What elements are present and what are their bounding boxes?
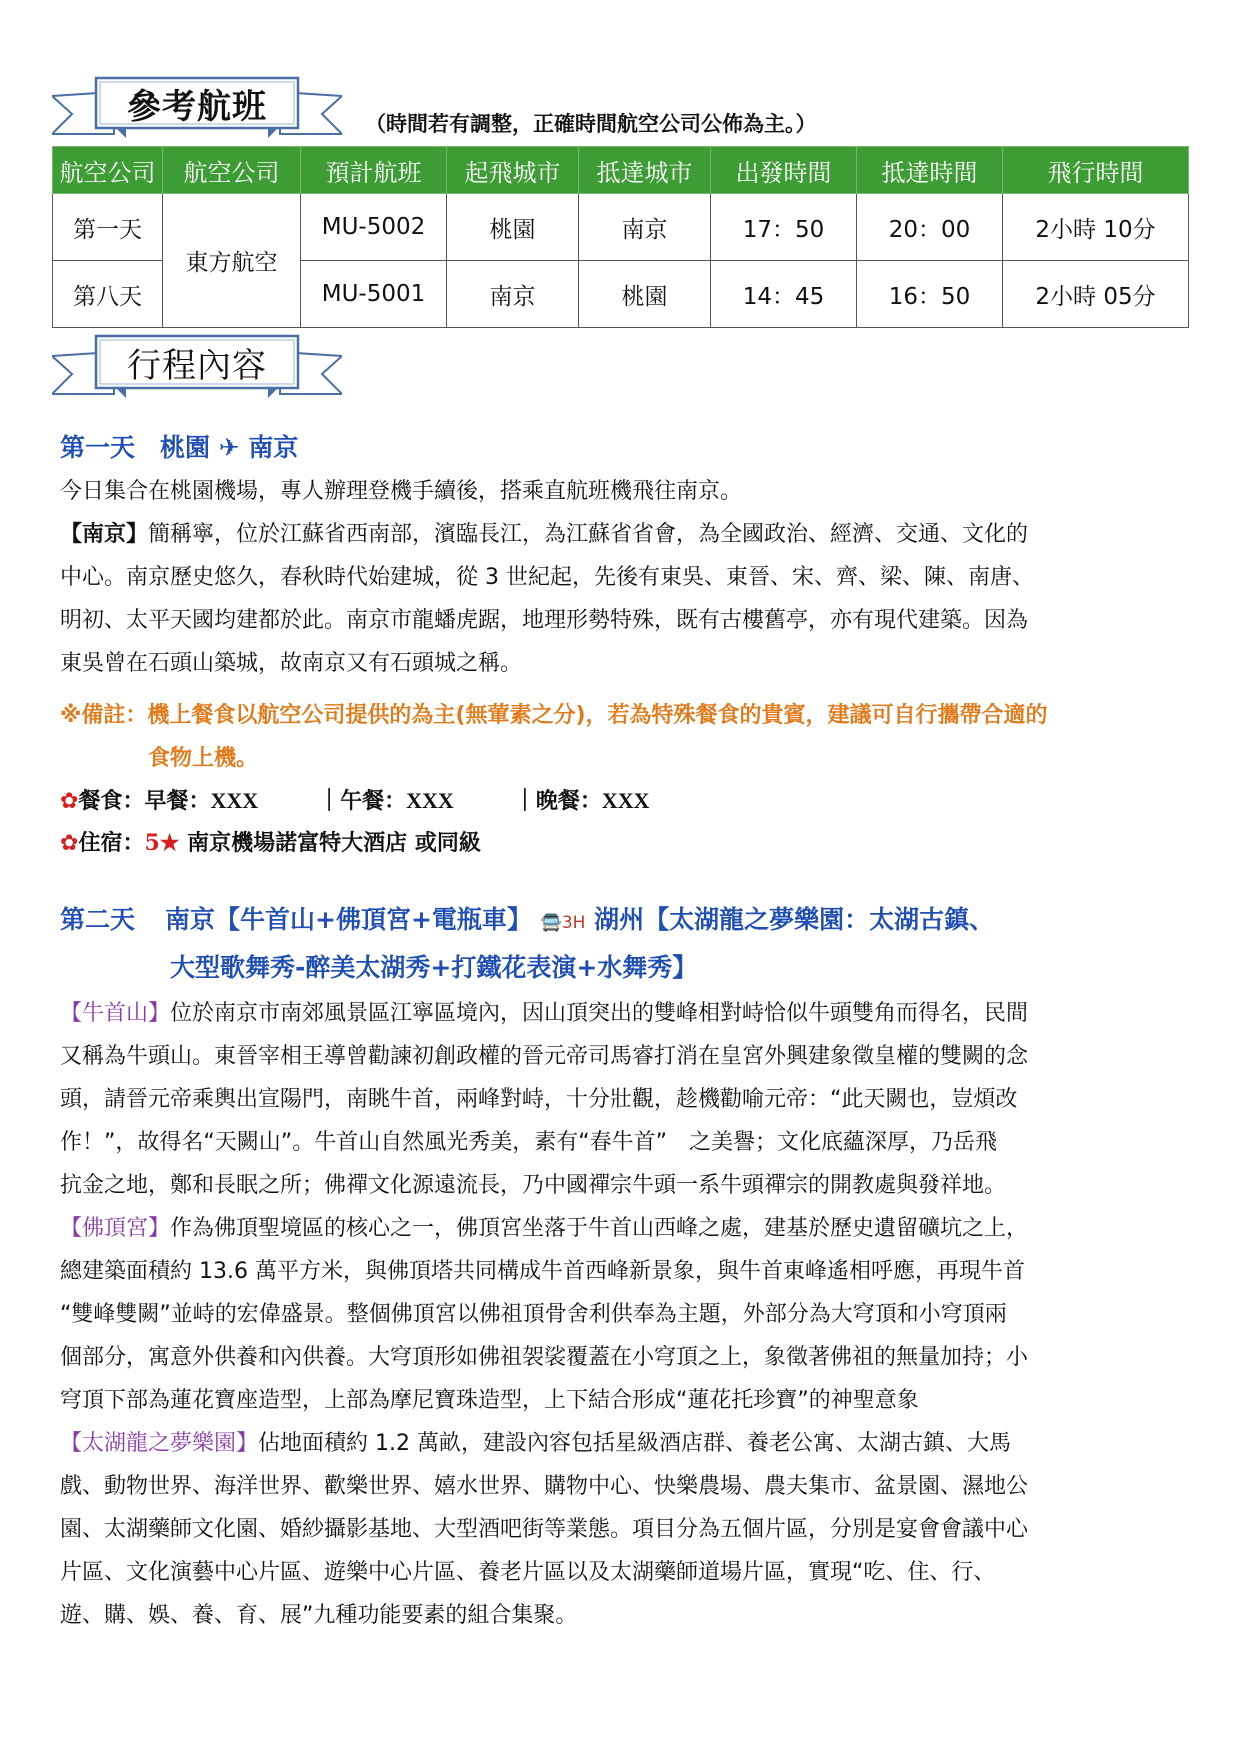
arrival-city-cell: 桃園 (579, 261, 711, 328)
day-cell: 第八天 (53, 261, 163, 328)
line-text: 作為佛頂聖境區的核心之一，佛頂宮坐落于牛首山西峰之處，建基於歷史遺留礦坑之上， (170, 1216, 1029, 1241)
header-cell: 預計航班 (301, 147, 447, 194)
flower-icon: ✿ (60, 831, 79, 856)
day1-remark (60, 694, 1180, 780)
header-cell: 抵達時間 (857, 147, 1003, 194)
flight-table (52, 146, 1189, 328)
paragraph-line: 明初、太平天國均建都於此。南京市龍蟠虎踞，地理形勢特殊，既有古樓舊亭，亦有現代建築。因為 (60, 608, 1029, 633)
paragraph-line: 作！”，故得名“天闕山”。牛首山自然風光秀美，素有“春牛首” 之美譽；文化底蘊深厚，乃岳飛 (60, 1130, 997, 1155)
dinner-value: XXX (601, 788, 650, 813)
niushou-label: 【牛首山】 (60, 1001, 171, 1026)
nanjing-label: 【南京】 (60, 522, 149, 547)
day2-niushou-paragraph (60, 992, 1180, 1637)
line-text: 簡稱寧，位於江蘇省西南部，濱臨長江，為江蘇省省會，為全國政治、經濟、交通、文化的 (148, 522, 1029, 547)
section-banner-itinerary (52, 330, 342, 406)
arrival-time-cell: 16：50 (857, 261, 1003, 328)
paragraph-line (60, 992, 1180, 1035)
departure-city-cell: 南京 (447, 261, 579, 328)
paragraph-line (60, 513, 1180, 556)
remark-line: ※備註：機上餐食以航空公司提供的為主(無葷素之分)，若為特殊餐食的貴賓，建議可自行攜帶合適的 (60, 703, 1048, 728)
taihu-label: 【太湖龍之夢樂園】 (60, 1431, 259, 1456)
header-cell: 航空公司 (163, 147, 301, 194)
day2-title-part2: 湖州【太湖龍之夢樂園：太湖古鎮、 (594, 905, 995, 934)
duration-cell: 2小時 10分 (1003, 194, 1189, 261)
meals-label: 餐食： (78, 789, 145, 814)
flight-table-header (53, 147, 1189, 194)
breakfast-label: 早餐： (144, 789, 211, 814)
day1-meals (60, 784, 650, 815)
departure-city-cell: 桃園 (447, 194, 579, 261)
section-title-itinerary: 行程內容 (127, 346, 267, 386)
departure-time-cell: 17：50 (711, 194, 857, 261)
bus-time: 3H (561, 913, 586, 933)
foding-label: 【佛頂宮】 (60, 1216, 171, 1241)
day1-title: 第一天 桃園 ✈ 南京 (60, 433, 299, 462)
paragraph-line: 又稱為牛頭山。東晉宰相王導曾勸諫初創政權的晉元帝司馬睿打消在皇宮外興建象徵皇權的雙闕的念 (60, 1044, 1029, 1069)
paragraph-line: 頭，請晉元帝乘輿出宣陽門，南眺牛首，兩峰對峙，十分壯觀，趁機勸喻元帝：“此天闕也，豈煩改 (60, 1087, 1018, 1112)
line-text: 位於南京市南郊風景區江寧區境內，因山頂突出的雙峰相對峙恰似牛頭雙角而得名，民間 (170, 1001, 1029, 1026)
day2-title-line2: 大型歌舞秀-醉美太湖秀+打鐵花表演+水舞秀】 (170, 953, 698, 982)
paragraph-line (60, 1207, 1180, 1250)
airline-cell: 東方航空 (163, 194, 301, 328)
arrival-time-cell: 20：00 (857, 194, 1003, 261)
hotel-label: 住宿： (78, 831, 145, 856)
day1-intro: 今日集合在桃園機場，專人辦理登機手續後，搭乘直航班機飛往南京。 (60, 479, 743, 504)
departure-time-cell: 14：45 (711, 261, 857, 328)
paragraph-line: 戲、動物世界、海洋世界、歡樂世界、嬉水世界、購物中心、快樂農場、農夫集市、盆景園、濕地公 (60, 1474, 1029, 1499)
flight-number-cell: MU-5001 (301, 261, 447, 328)
paragraph-line: “雙峰雙闕”並峙的宏偉盛景。整個佛頂宮以佛祖頂骨舍利供奉為主題，外部分為大穹頂和小穹頂兩 (60, 1302, 1007, 1327)
header-cell: 起飛城市 (447, 147, 579, 194)
lunch-label: ｜午餐： (318, 789, 407, 814)
day-cell: 第一天 (53, 194, 163, 261)
paragraph-line: 個部分，寓意外供養和內供養。大穹頂形如佛祖袈裟覆蓋在小穹頂之上，象徵著佛祖的無量加持；小 (60, 1345, 1029, 1370)
flower-icon: ✿ (60, 789, 79, 814)
section-title-flights: 參考航班 (127, 87, 267, 127)
paragraph-line: 東吳曾在石頭山築城，故南京又有石頭城之稱。 (60, 651, 523, 676)
paragraph-line: 抗金之地，鄭和長眠之所；佛禪文化源遠流長，乃中國禪宗牛頭一系牛頭禪宗的開教處與發祥地。 (60, 1173, 1007, 1198)
section-banner-flights (52, 72, 342, 144)
header-cell: 抵達城市 (579, 147, 711, 194)
header-cell: 飛行時間 (1003, 147, 1189, 194)
day2-title (60, 900, 1180, 936)
lunch-value: XXX (406, 788, 454, 813)
flight-time-note: （時間若有調整，正確時間航空公司公佈為主。） (365, 112, 817, 136)
header-cell: 出發時間 (711, 147, 857, 194)
dinner-label: ｜晚餐： (513, 789, 602, 814)
paragraph-line: 園、太湖藥師文化園、婚紗攝影基地、大型酒吧街等業態。項目分為五個片區，分別是宴會會議中心 (60, 1517, 1029, 1542)
paragraph-line: 穹頂下部為蓮花寶座造型，上部為摩尼寶珠造型，上下結合形成“蓮花托珍寶”的神聖意象 (60, 1388, 919, 1413)
table-row (53, 194, 1189, 261)
header-cell: 航空公司 (53, 147, 163, 194)
day2-label: 第二天 (60, 905, 136, 934)
flight-number-cell: MU-5002 (301, 194, 447, 261)
breakfast-value: XXX (210, 788, 259, 813)
paragraph-line (60, 1422, 1180, 1465)
day1-hotel (60, 826, 481, 857)
remark-line: 食物上機。 (148, 746, 259, 771)
star-rating: 5★ (144, 830, 180, 856)
bus-icon: 🚍 (540, 913, 562, 933)
paragraph-line: 總建築面積約 13.6 萬平方米，與佛頂塔共同構成牛首西峰新景象，與牛首東峰遙相呼應，再現牛首 (60, 1259, 1025, 1284)
line-text: 佔地面積約 1.2 萬畝，建設內容包括星級酒店群、養老公寓、太湖古鎮、大馬 (258, 1431, 1011, 1456)
duration-cell: 2小時 05分 (1003, 261, 1189, 328)
day1-nanjing-paragraph (60, 513, 1180, 685)
paragraph-line: 遊、購、娛、養、育、展”九種功能要素的組合集聚。 (60, 1603, 578, 1628)
arrival-city-cell: 南京 (579, 194, 711, 261)
day2-title-part1: 南京【牛首山+佛頂宮+電瓶車】 (165, 905, 532, 934)
paragraph-line: 片區、文化演藝中心片區、遊樂中心片區、養老片區以及太湖藥師道場片區，實現“吃、住、行、 (60, 1560, 996, 1585)
hotel-name: 南京機場諾富特大酒店 或同級 (187, 831, 481, 856)
paragraph-line: 中心。南京歷史悠久，春秋時代始建城，從 3 世紀起，先後有東吳、東晉、宋、齊、梁、陳、南唐、 (60, 565, 1034, 590)
